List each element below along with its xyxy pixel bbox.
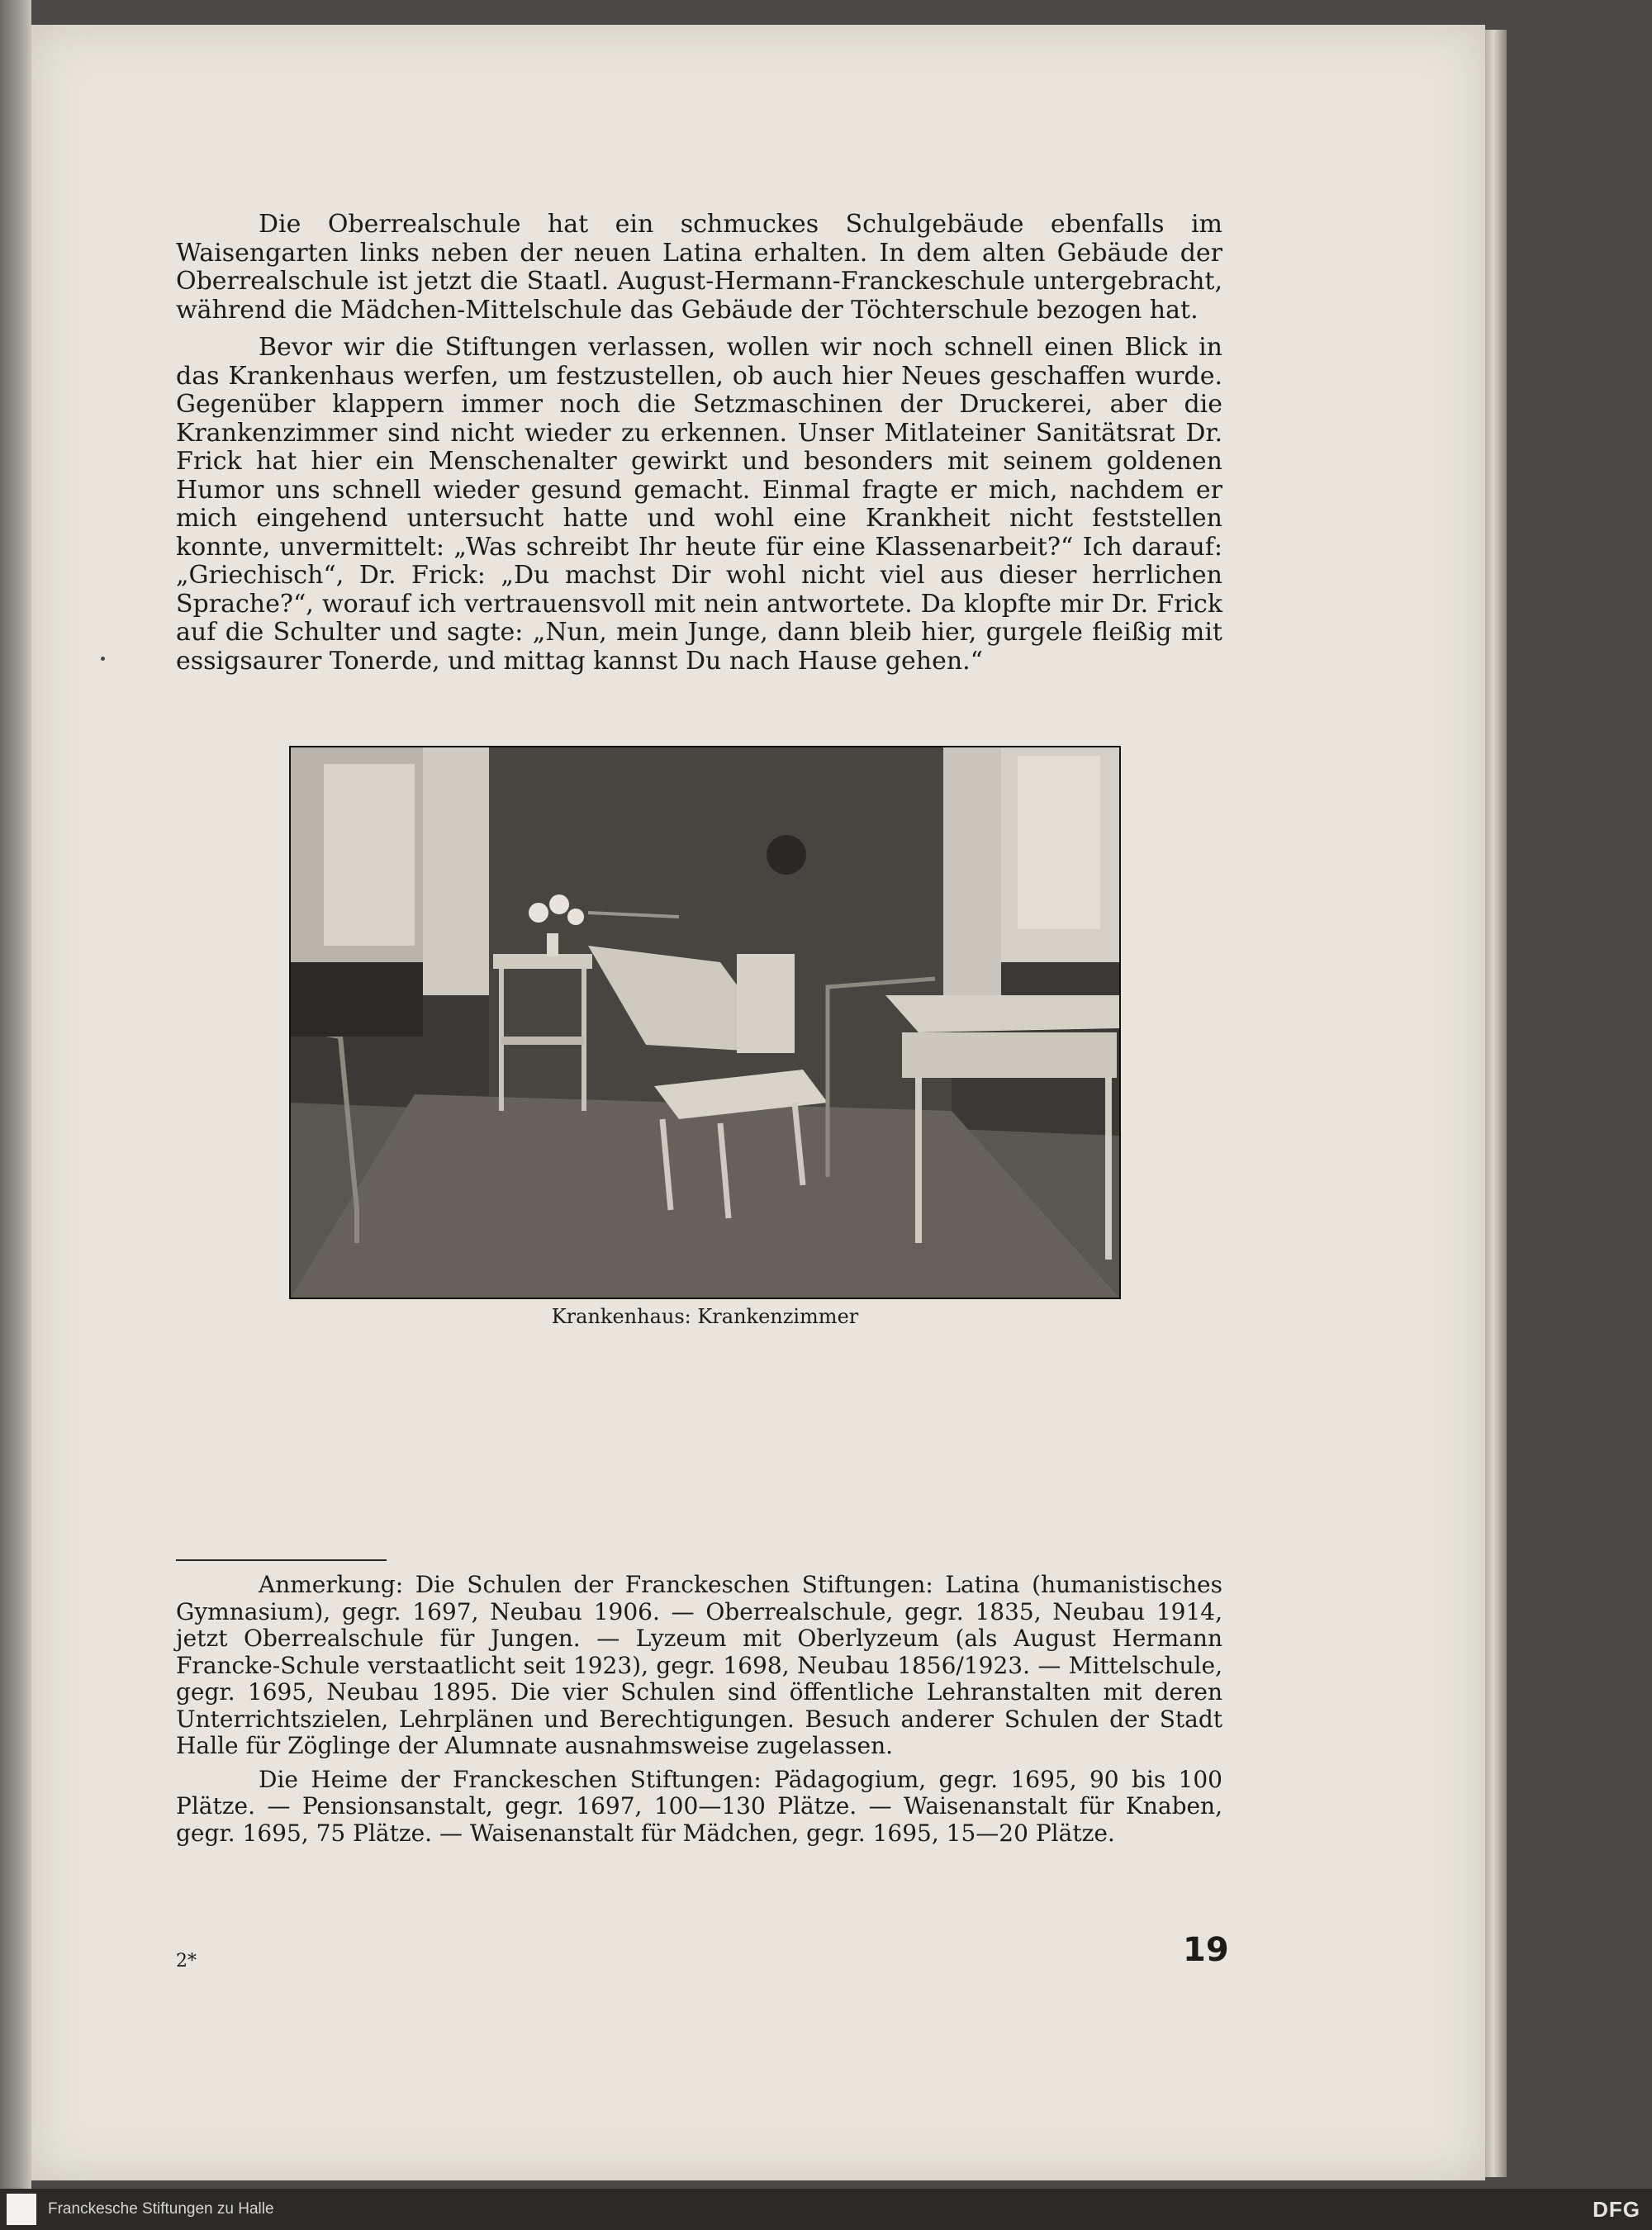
photo-illustration [291, 747, 1119, 1298]
page-number: 19 [1183, 1931, 1229, 1969]
book-binding [0, 0, 31, 2189]
viewer-footer [0, 2189, 1652, 2230]
paragraph-text: Bevor wir die Stiftungen verlassen, wollen wir noch schnell einen Blick in das Krankenhaus werfen, um festzustellen, ob auch hier Neues geschaffen wurde. Gegenüber klappern immer noch die Setzmaschinen der Druckerei, aber die Krankenzimmer sind nicht wieder zu erkennen. Unser Mitlateiner Sanitätsrat Dr. Frick hat hier ein Menschenalter gewirkt und besonders mit seinem goldenen Humor uns schnell wieder gesund gemacht. Einmal fragte er mich, nachdem er mich eingehend untersucht hatte und wohl eine Krankheit nicht feststellen konnte, unvermittelt: „Was schreibt Ihr heute für eine Klassenarbeit?“ Ich darauf: „Griechisch“, Dr. Frick: „Du machst Dir wohl nicht viel aus dieser herrlichen Sprache?“, worauf ich vertrauensvoll mit nein antwortete. Da klopfte mir Dr. Frick auf die Schulter und sagte: „Nun, mein Junge, dann bleib hier, gurgele fleißig mit essigsaurer Tonerde, und mittag kannst Du nach Hause gehen.“ [176, 333, 1222, 676]
hospital-room-photo [289, 746, 1121, 1299]
footnote-rule [176, 1559, 387, 1561]
footnote-section [176, 1572, 1222, 1847]
funder-logo: DFG [1593, 2197, 1640, 2222]
footnote-paragraph-1: Anmerkung: Die Schulen der Franckeschen Stiftungen: Latina (humanistisches Gymnasium), gegr. 1697, Neubau 1906. — Oberrealschule, gegr. 1835, Neubau 1914, jetzt Oberrealschule für Jungen. — Lyzeum mit Oberlyzeum (als August Hermann Francke-Schule verstaatlicht seit 1923), gegr. 1698, Neubau 1856/1923. — Mittelschule, gegr. 1695, Neubau 1895. Die vier Schulen sind öffentliche Lehranstalten mit deren Unterrichtszielen, Lehrplänen und Berechtigungen. Besuch anderer Schulen der Stadt Halle für Zöglinge der Alumnate ausnahmsweise zugelassen. [176, 1571, 1222, 1759]
photo-caption: Krankenhaus: Krankenzimmer [551, 1305, 859, 1328]
institution-logo-icon [7, 2194, 36, 2225]
paragraph-text: Die Oberrealschule hat ein schmuckes Schulgebäude ebenfalls im Waisengarten links neben der neuen Latina erhalten. In dem alten Gebäude der Oberrealschule ist jetzt die Staatl. August-Hermann-Franckeschule untergebracht, während die Mädchen-Mittelschule das Gebäude der Töchterschule bezogen hat. [176, 210, 1222, 325]
institution-name: Franckesche Stiftungen zu Halle [48, 2200, 274, 2218]
footnote-paragraph-2: Die Heime der Franckeschen Stiftungen: Pädagogium, gegr. 1695, 90 bis 100 Plätze. — Pensionsanstalt, gegr. 1697, 100—130 Plätze. — Waisenanstalt für Knaben, gegr. 1695, 75 Plätze. — Waisenanstalt für Mädchen, gegr. 1695, 15—20 Plätze. [176, 1765, 1222, 1847]
signature-mark: 2* [176, 1951, 197, 1971]
margin-dot [101, 657, 105, 661]
body-paragraph-2 [176, 334, 1222, 676]
body-paragraph-1 [176, 211, 1222, 325]
page-edge [1485, 30, 1507, 2177]
